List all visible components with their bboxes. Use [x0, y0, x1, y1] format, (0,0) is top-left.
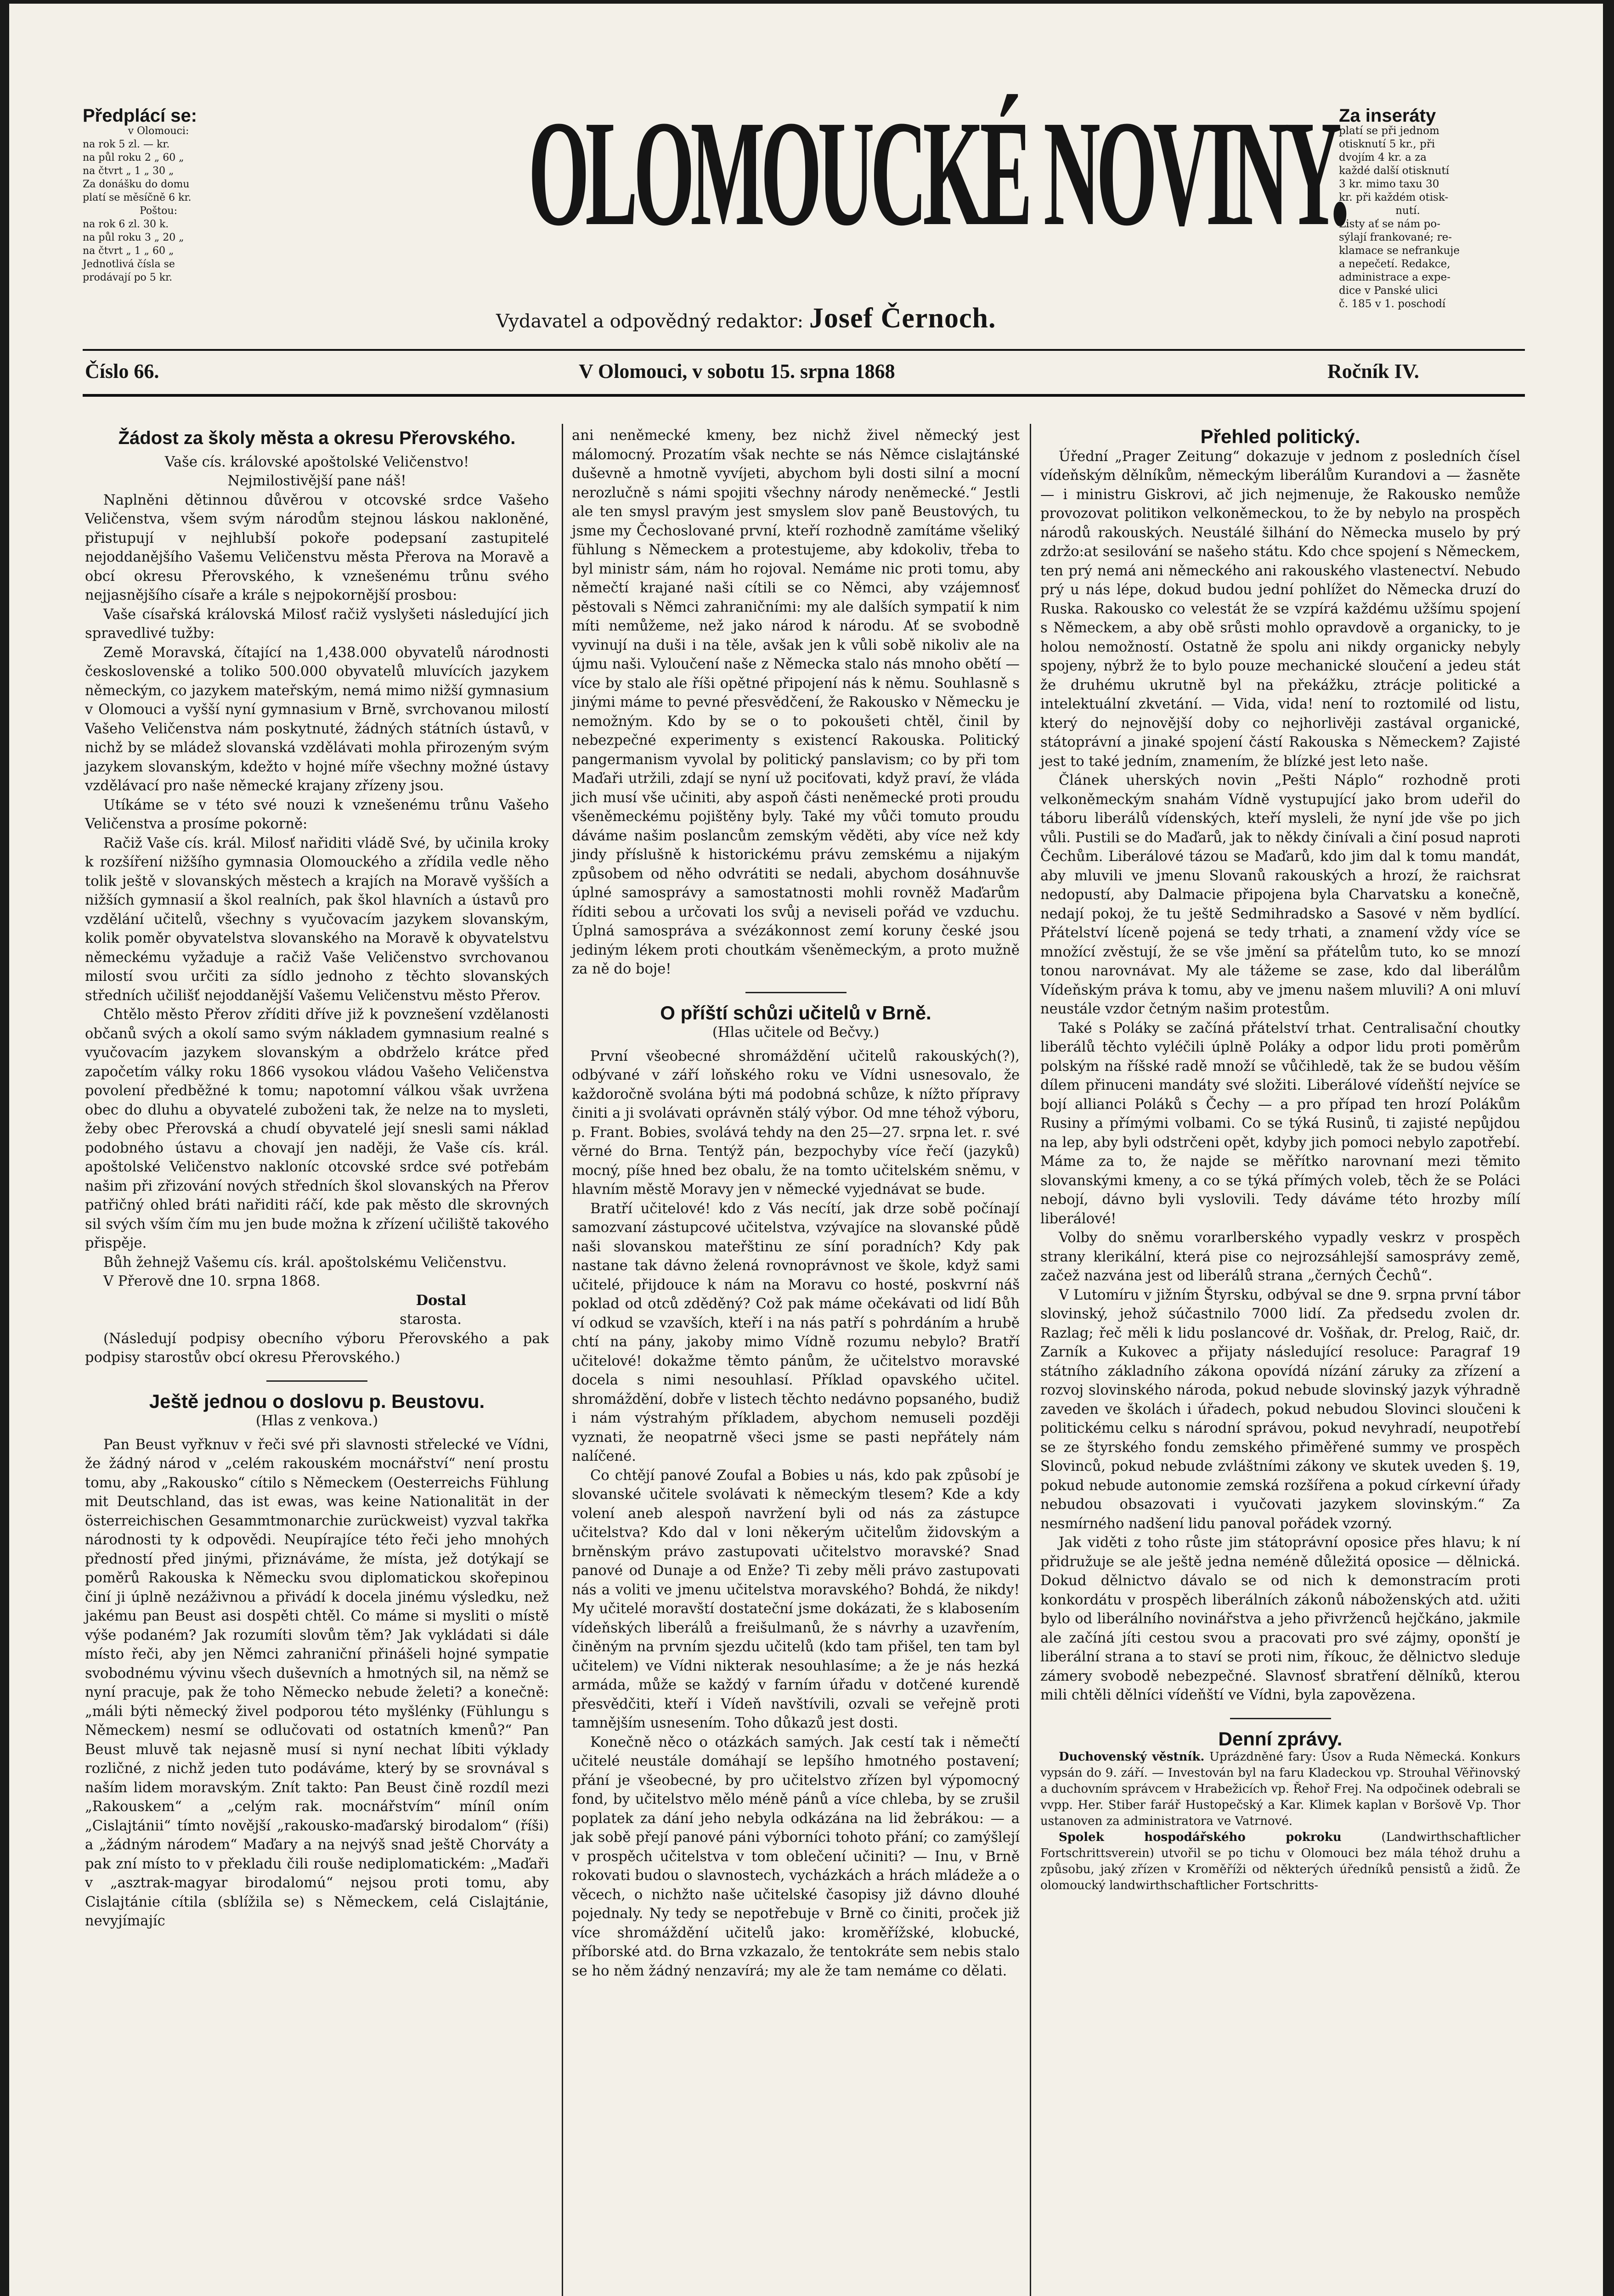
ads-line: sýlají frankované; re-: [1339, 231, 1452, 243]
paragraph: První všeobecné shromáždění učitelů rakouských(?), odbývané v září loňského roku ve Vídni usnesovalo, že každoročně svolána býti má podobná schůze, k nížto přípravy činiti a ji svolávati oprávněn stálý výbor. Od mne téhož výboru, p. Frant. Bobies, svolává tehdy na den 25—27. srpna let. r. své věrné do Brna. Tentýž pán, bezpochyby více řečí (jazyků) mocný, píše hned bez obalu, že na tomto učitelském sněmu, v hlavním městě Moravy jen v německé vyjednávat se bude.: [572, 1048, 1020, 1198]
column-1: [85, 426, 549, 1931]
news-item-text: Uprázdněné fary: Úsov a Ruda Německá. Konkurs vypsán do 9. září. — Investován byl na faru Kladeckou vp. Strouhal Věřinovský a duchovním správcem v Hrabežicích vp. Řehoř Frej. Na odpočinek odebrali se vvpp. Her. Stiber farář Hustopečský a Kar. Klimek kaplan v Boršově Vp. Thor ustanoven za administratora ve Vatrnové.: [1040, 1750, 1520, 1828]
ads-line: kr. při každém otisk-: [1339, 191, 1449, 203]
ads-box: [1339, 106, 1477, 311]
subscription-post-line: na půl roku 3 „ 20 „: [83, 232, 184, 243]
ads-line: dice v Panské ulici: [1339, 285, 1438, 297]
subscription-post-line: na rok 6 zl. 30 k.: [83, 219, 169, 230]
column-divider: [1030, 424, 1031, 2296]
article-title: Žádost za školy města a okresu Přerovského.: [118, 428, 516, 448]
note: (Následují podpisy obecního výboru Přerovského a pak podpisy starostův obcí okresu Přerovského.): [85, 1330, 549, 1366]
ads-line: platí se při jednom: [1339, 125, 1439, 137]
ads-line: každé další otisknutí: [1339, 165, 1450, 177]
ads-line: 3 kr. mimo taxu 30: [1339, 178, 1439, 190]
article-divider: [266, 1380, 367, 1382]
paragraph: Bratří učitelové! kdo z Vás necítí, jak drze sobě počínají samozvaní zástupcové učitelstva, vzývajíce na slovanské půdě naši slovanskou mateřštinu ze síní poradních? Kdy pak nastane tak dávno želená rovnoprávnost ve škole, když sami učitelé, přijdouce k nám na Moravu co hosté, poskvrní náš poklad od otců zděděný? Což pak máme očekávati od lidí Bůh ví odkud se vzavších, kteří i na nás patří s pohrdáním a hrubě chtí na pány, jakoby mimo Vídně rozumu nebylo? Bratří učitelové! dokažme těmto pánům, že učitelstvo moravské docela s nimi nesouhlasí. Příklad opavského učitel. shromáždění, dobře v listech těchto nedávno popsaného, budiž i nám výstrahým příkladem, abychom nemuseli později vyznati, že neopatrně všeci jsme se pasti nepřátely nám nalíčené.: [572, 1200, 1020, 1464]
column-3: [1040, 426, 1520, 1894]
subscription-local-line: na půl roku 2 „ 60 „: [83, 152, 184, 163]
column-divider: [562, 424, 563, 2296]
subscription-local-label: v Olomouci:: [128, 125, 189, 137]
ads-line: č. 185 v 1. poschodí: [1339, 298, 1446, 310]
issue-volume: Ročník IV.: [1327, 360, 1419, 383]
ads-line: otisknutí 5 kr., při: [1339, 138, 1435, 150]
subscription-box: [83, 106, 234, 284]
salutation: Nejmilostivější pane náš!: [227, 473, 406, 489]
ads-line: a nepečetí. Redakce,: [1339, 258, 1450, 270]
signature-title: starosta.: [400, 1311, 462, 1328]
subscription-post-line: Jednotlivá čísla se: [83, 259, 175, 270]
ads-heading: Za inseráty: [1339, 106, 1436, 126]
paragraph: Račiž Vaše cís. král. Milosť nařiditi vládě Své, by učinila kroky k rozšíření nižšího gymnasia Olomouckého a zřídila vedle něho tolik ještě v slovanských městech a krajích na Moravě vyšších a nižších gymnasií a škol realních, pak škol hlavních a ústavů pro vzdělání učitelů, všechny s vyučovacím jazykem slovanským, kolik poměr obyvatelstva slovanského na Moravě k obyvatelstvu německému vyžaduje a račiž Vaše Veličenstvo svrchovanou milostí svou určiti za sídlo jednoho z těchto slovanských středních učilišť nejoddanější Vašemu Veličenstvu město Přerov.: [85, 835, 549, 1004]
article-title: Denní zprávy.: [1218, 1728, 1343, 1750]
subscription-post-line: prodávají po 5 kr.: [83, 272, 173, 283]
paragraph: Utíkáme se v této své nouzi k vznešenému trůnu Vašeho Veličenstva a prosíme pokorně:: [85, 797, 549, 832]
ads-line: administrace a expe-: [1339, 271, 1451, 283]
paragraph: Také s Poláky se začíná přátelství trhat. Centralisační choutky liberálů těchto vyléčili úplně Poláky a odpor lidu proti poměrům polským na říšské radě množí se vůčihledě, tak že se budou věším dílem přinuceni mandáty své složiti. Liberálové vídeňští nejvíce se bojí allianci Poláků s Čechy — a pro případ ten hrozí Polákům Rusiny a přímými volbami. Co se týká Rusinů, ti zajisté nepůjdou na lep, aby byli odstrčeni opět, kdyby jich pomoci nebylo zapotřebí. Máme za to, že najde se měřítko narovnaní mezi těmito slovanskými kmeny, a co se týká přímých voleb, těch že se Poláci nebojí, dávno byli vyslovili. Tedy dáváme této hrozby mílí liberálové!: [1040, 1020, 1520, 1227]
subscription-local-line: platí se měsíčně 6 kr.: [83, 192, 192, 203]
paragraph: Země Moravská, čítající na 1,438.000 obyvatelů národnosti československé a toliko 500.000 obyvatelů mluvících jazykem německým, co jazykem mateřským, nemá mimo nižší gymnasium v Olomouci a vyšší nyní gymnasium v Brně, svrchovanou milostí Vašeho Veličenstva nám poskytnuté, žádných státních ústavů, v nichž by se mládež slovanská vzdělávati mohla přirozeným svým jazykem slovanským, kdežto v hojné míře všechny možné ústavy vzdělávací pro naše německé krajany zřízeny jsou.: [85, 644, 549, 794]
paragraph: Vaše císařská královská Milosť račiž vyslyšeti následující jich spravedlivé tužby:: [85, 606, 549, 642]
salutation: Vaše cís. královské apoštolské Veličenstvo!: [164, 454, 469, 470]
newspaper-page: [9, 4, 1603, 2296]
news-item: [1040, 1829, 1520, 1894]
subscription-post-line: na čtvrt „ 1 „ 60 „: [83, 245, 174, 257]
publisher-label: Vydavatel a odpovědný redaktor:: [496, 311, 804, 332]
article-title: Ještě jednou o doslovu p. Beustovu.: [149, 1390, 485, 1412]
paragraph: Pan Beust vyřknuv v řeči své při slavnosti střelecké ve Vídni, že žádný národ v „celém rakouském mocnářství“ není prostu tomu, aby „Rakousko“ cítilo s Německem (Oesterreichs Fühlung mit Deutschland, das ist ewas, was keine Nationalität in der österreichischen Gesammtmonarchie zurückweist) vyzval takřka národnosti ty k odpovědi. Neupírajíce této řeči jeho mnohých předností před jinými, přiznáváme, že místa, jež dotýkají se poměrů Rakouska k Německu svou diplomatickou skořepinou činí ji úplně nezáživnou a přivádí k docela jinému výsledku, než jakému pan Beust asi dospěti chtěl. Co máme si mysliti o místě výše podaném? Jak rozumíti slovům těm? Jak vykládati si dále místo řeči, aby jen Němci zahraniční přinášeli hojné sympatie svobodnému vývinu všech duševních a hmotných sil, na němž se nyní pracuje, pak že toho Německo nebude želeti? a konečně: „máli býti německý živel podporou této myšlénky (Fühlungu s Německem) nesmí se odlučovati od ostatních kmenů?“ Pan Beust mluvě tak nejasně musí si nyní nechat líbiti výklady rozličné, z nichž jeden tuto podáváme, který by se srovnával s naším lidem moravským. Znít takto: Pan Beust čině rozdíl mezi „Rakouskem“ a „celým rak. mocnářstvím“ míníl oním „Cislajtánii“ tímto novější „rakousko-maďarský birodalom“ (říši) a „žádným národem“ Maďary a na nejvýš snad ještě Chorváty a pak zní místo to v překladu čili rouše nediplomatickém: „Maďaři v „asztrak-magyar birodalomú“ nejsou proti tomu, aby Cislajtánie cítila (sblížila se) s Německem, celá Cislajtánie, nevyjímajíc: [85, 1436, 549, 1929]
subscription-local-line: na čtvrt „ 1 „ 30 „: [83, 165, 174, 177]
paragraph: Volby do sněmu vorarlberského vypadly veskrz v prospěch strany klerikální, která pise co nejrozsáhlejší samosprávy země, začež nazvána jest od liberálů strana „černých Čechů“.: [1040, 1230, 1520, 1284]
article-title: Přehled politický.: [1200, 426, 1360, 447]
paragraph: Jak viděti z toho růste jim státoprávní oposice přes hlavu; k ní přidružuje se ale ještě jedna neméně důležitá oposice — dělnická. Dokud dělnictvo dávalo se od nich k demonstracím proti konkordátu v prospěch liberálních zákonů náboženských atd. užiti bylo od liberálního novinářstva a jeho přivrženců hejčkáno, jakmile ale začíná jíti cestou svou a pracovati pro své zájmy, oponští je liberální strana a to staví se proti nim, říkouc, že dělnictvo sleduje zámery svobodě nebezpečné. Slavnosť sbratření dělníků, kterou mili chtěli dělníci vídeňští ve Vídni, byla zapovězena.: [1040, 1535, 1520, 1703]
paragraph: V Lutomíru v jižním Štyrsku, odbýval se dne 9. srpna první tábor slovinský, jehož súčastnilo 7000 lidí. Za předsedu zvolen dr. Razlag; řeč měli k lidu poslancové dr. Vošňak, dr. Prelog, Raič, dr. Zarník a Kukovec a přijaty následující resoluce: Paragraf 19 státního základního zákona opovídá nízání záruky za zřízení a rozvoj slovinského národa, pokud nebude slovinský jazyk výhradně zaveden ve školách i úřadech, pokud nebudou Slovinci sloučeni k politickému celku s národní správou, pokud nevyhradí, neupotřebí se ze štyrského fondu zemského přiměřené summy ve prospěch Slovinců, pokud nebude zvláštními zákony ve skutek uveden §. 19, pokud nebude autonomie zemská rozšířena a pokud církevní úřady nebudou obsazovati i vyučovati jazykem slovinským.“ Za nesmírného nadšení lidu panoval pořádek vzorný.: [1040, 1287, 1520, 1532]
editor-name: Josef Černoch.: [809, 303, 996, 334]
article-title: O příští schůzi učitelů v Brně.: [660, 1002, 931, 1024]
paragraph: Konečně něco o otázkách samých. Jak cestí tak i němečtí učitelé neustále domáhají se lepšího hmotného postavení; přání je všeobecné, by pro učitelstvo zřízen byl výpomocný fond, by učitelstvo mělo méně pánů a více chleba, by se zrušil poplatek za dání jeho nebyla odkázána na lid žebrákou: — a jak sobě přejí panové páni výborníci tohoto přání; co zamýšlejí v prospěch učitelstva v tom oblečení učiniti? — Inu, v Brně rokovati budou o slavnostech, vycházkách a hrách mládeže a o věcech, o nichžto naše učitelské časopisy již dávno dlouhé pojednaly. Ny tedy se nepotřebuje v Brně co činiti, proček již více shromáždění učitelů jako: kroměřížské, klobucké, příborské atd. do Brna vzkazalo, že tentokráte sem nebis stalo se ho něm žádný nenzavírá; my ale že tam nemáme co dělati.: [572, 1734, 1020, 1979]
signature: Dostal: [416, 1292, 466, 1309]
ads-line: nutí.: [1395, 205, 1420, 217]
subscription-local-line: Za donášku do domu: [83, 179, 190, 190]
ads-line: klamace se nefrankuje: [1339, 245, 1460, 257]
article-subtitle: (Hlas učitele od Bečvy.): [712, 1024, 880, 1041]
article-divider: [1230, 1718, 1331, 1719]
ads-line: dvojím 4 kr. a za: [1339, 152, 1427, 163]
news-item: [1040, 1749, 1520, 1829]
issue-number: Číslo 66.: [85, 360, 159, 383]
masthead-rule-top: [83, 349, 1525, 351]
subscription-post-label: Poštou:: [139, 205, 178, 217]
news-item-lead: Duchovenský věstník.: [1059, 1750, 1205, 1764]
article-divider: [745, 992, 847, 993]
masthead-rule-bottom: [83, 394, 1525, 397]
paragraph: Bůh žehnejž Vašemu cís. král. apoštolskému Veličenstvu.: [103, 1254, 507, 1271]
ads-line: Listy ať se nám po-: [1339, 218, 1440, 230]
issue-date: V Olomouci, v sobotu 15. srpna 1868: [579, 360, 895, 383]
paragraph: Úřední „Prager Zeitung“ dokazuje v jednom z posledních čísel vídeňským dělníkům, německým liberálům Kurandovi a — žasněte — i ministru Giskrovi, ač jich nejmenuje, že Rakousko nemůže provozovat politikon velkoněmeckou, to že by nebylo na prospěch národů rakouských. Neustálé šilhání do Německa muselo by prý zdržo:at sesilování se našeho státu. Kdo chce spojení s Německem, ten prý nemá ani německého ani rakouského vlastenectví. Nebudo prý u nás lépe, dokud budou jední pohlížet do Německa druzí do Ruska. Rakousko co velestát že se vzpírá každému užšímu spojení s Německem, a aby obě srůsti mohlo opravdově a organicky, to je holou nemožností. Ostatně že spolu ani nikdy organicky nebyly spojeny, nýbrž že to bylo pouze mechanické sloučení a jedeu stát že druhému ukrutně byl na překážku, ztrácje politické a intelektuální zkvetání. — Vida, vida! není to roztomilé od listu, který do nejnovější doby co nejhorlivěji zastával organické, státoprávní a jinaké spojení částí Rakouska s Německem? Zajisté jest to také jedním, znamením, že blízké jest leto naše.: [1040, 448, 1520, 770]
dateline: V Přerově dne 10. srpna 1868.: [103, 1273, 321, 1289]
news-item-text: (Landwirthschaftlicher Fortschrittsverein) utvořil se po tichu v Olomouci bez mála téhož druhu a způsobu, jaký zřízen v Kroměříži od některých úředníků pensistů a židů. Že olomoucký landwirthschaftlicher Fortschritts-: [1040, 1830, 1520, 1892]
news-item-lead: Spolek hospodářského pokroku: [1059, 1830, 1342, 1844]
paragraph: Naplněni dětinnou důvěrou v otcovské srdce Vašeho Veličenstva, všem svým národům stejnou láskou nakloněné, přistupují v nejhlubší pokoře podepsaní zastupitelé nejoddanějšího Vašemu Veličenstvu města Přerova na Moravě a obcí okresu Přerovského, k vznešenému trůnu svého nejjasnějšího císaře a krále s nejpokornější prosbou:: [85, 492, 549, 603]
article-subtitle: (Hlas z venkova.): [255, 1413, 378, 1429]
paragraph: Chtělo město Přerov zříditi dříve již k povznešení vzdělanosti občanů svých a okolí samo svým nákladem gymnasium realné s vyučovacím jazykem slovanským a obdrželo krátce před započetím války roku 1866 vysokou vládou Vašeho Veličenstva povolení předběžné k tomu; napotomní válkou však uvržena obec do dluhu a obyvatelé zuboženi tak, že nelze na to mysleti, žeby obec Přerovská a chudí obyvatelé její snesli sami náklad podobného ústavu a chovají jen naději, že Vaše cís. král. apoštolské Veličenstvo nakloníc otcovské srdce své potřebám našim při zřizování nových středních škol slovanských na Přerov patřičný ohled bráti nařiditi ráčí, kde pak město dle skrovných sil svých vším čím mu jen bude možna k zřízení učiliště takového přispěje.: [85, 1007, 549, 1251]
paragraph: ani neněmecké kmeny, bez nichž živel německý jest málomocný. Prozatím však nechte se nás Němce cislajtánské duševně a hmotně vyvíjeti, abychom byli dosti silní a mocní nerozlučně s námi spojiti všechny národy neněmecké.“ Jestli ale ten smysl pravým jest smyslem slov paně Beustových, tu jsme my Čechoslované první, kteří rozhodně zamítáme všeliký fühlung s Německem a protestujeme, aby kdokoliv, třeba to byl ministr sám, nám ho rojoval. Nemáme nic proti tomu, aby němečtí krajané naši cítili se co Němci, aby vzájemnosť pěstovali s Němci zahraničními: my ale dalších sympatií k nim míti nemůžeme, než jako národ k národu. Ať se svobodně vyvinují na duši i na těle, avšak jen k vůli sobě nikoliv ale na újmu naši. Vyloučení naše z Německa stalo nás mnoho obětí — více by stalo ale říši opětné připojení nás k němu. Souhlasně s jinými máme to pevné přesvědčení, že Rakousko v Německu je nemožným. Kdo by se o to pokoušeti chtěl, činil by nebezpečné experimenty s existencí Rakouska. Politický pangermanism vyvolal by politický panslavism; co by při tom Maďaři utržili, zdají se nyní už pociťovati, když praví, že vláda jich musí vše učiniti, aby aspoň části neněmecké proti proudu všeněmeckému pojištěny byly. Také my vůči tomuto proudu dáváme našim poslancům zemským věděti, aby více než kdy jindy příslušně k historickému právu zemskému a nijakým způsobem od něho odvrátiti se nedali, abychom dosáhnuvše úplné samosprávy a samostatnosti mohli rovněž Maďarům říditi sebou a určovati los svůj a neviseli pořád ve vzduchu. Úplná samospráva a svézákonnost zemí koruny české jsou jediným lékem proti choutkám všeněmeckým, a proto mužně za ně do boje!: [572, 428, 1020, 977]
paragraph: Co chtějí panové Zoufal a Bobies u nás, kdo pak způsobí je slovanské učitele svolávati k německým tlesem? Kde a kdy volení aneb alespoň navržení byli od nás za zástupce učitelstva? Kdo dal v loni někerým učitelům židovským a brněnským právo zastupovati učitelstvo moravské? Snad panové od Dunaje a od Enže? Ti zeby měli právo zastupovati nás a voliti ve jmenu učitelstva moravského? Bohdá, že nikdy! My učitelé moravští dostateční jsme dokázati, že s klabosením vídeňských liberálů a freišulmanů, že s návrhy a uzavřením, činěným na prvním sjezdu učitelů (kdo tam přišel, ten tam byl učitelem) ve Vídni nikterak nesouhlasíme; a že je nás hezká armáda, může se každý v farním úřadu v dotčené kurendě přesvědčiti, kteří i Vídeň navštívili, ozvali se veřejně proti tamnějším usnesením. Toho důkazů jest dosti.: [572, 1467, 1020, 1731]
paragraph: Článek uherských novin „Pešti Náplo“ rozhodně proti velkoněmeckým snahám Vídně vystupující jako brom udeřil do táboru liberálů vídenských, kteří mysleli, že nyní jde vše po jich vůli. Pustili se do Maďarů, jak to někdy činívali a činí posud naproti Čechům. Liberálové tázou se Maďarů, kdo jim dal k tomu mandát, aby mluvili ve jmenu Slovanů rakouských a hrozí, že raichsrat nedopustí, aby Dalmacie připojena byla Charvatsku a konečně, nedají pokoj, že tu ještě Sedmihradsko a Sasové v něm bydlící. Přátelství líceně pojená se tedy trhati, a znamení vždy více se množící zvěstují, že se vše jmění sa přátelům tuto, ko se mnozí tonou narovnávat. My ale tážeme se zase, kdo dal liberálům Vídeňským práva k tomu, aby ve jmenu našem mluvili? A oni mluví neustále vzdor četným našim protestům.: [1040, 772, 1520, 1017]
subscription-heading: Předplácí se:: [83, 106, 198, 126]
masthead-title: OLOMOUCKÉ NOVINY.: [528, 90, 1346, 257]
subscription-local-line: na rok 5 zl. — kr.: [83, 139, 170, 150]
publisher-line: [496, 302, 1231, 335]
column-2: [572, 426, 1020, 1981]
